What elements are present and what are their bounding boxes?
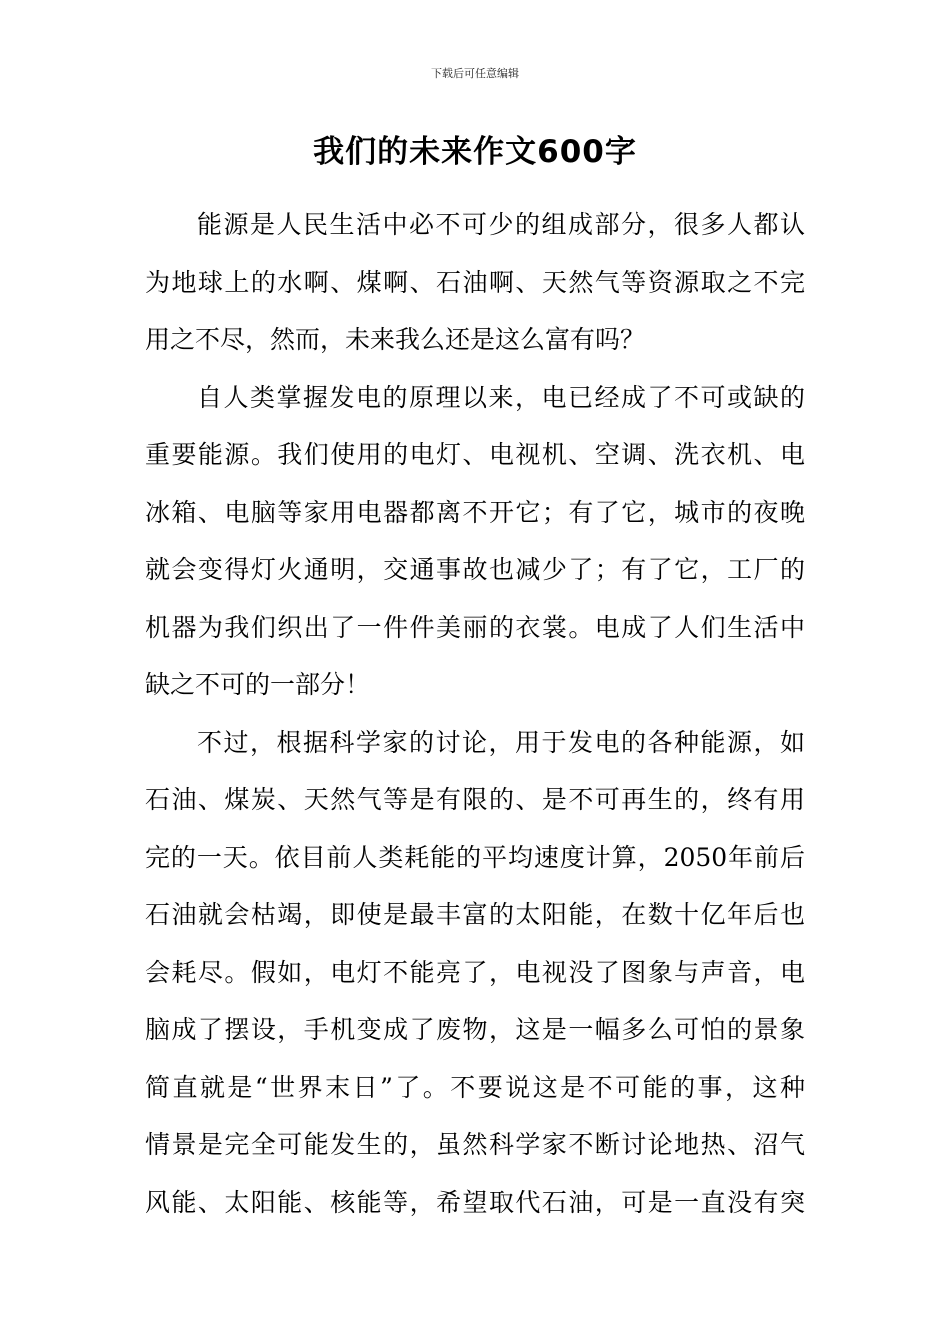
text-line: 为地球上的水啊、煤啊、石油啊、天然气等资源取之不完 xyxy=(145,267,805,297)
document-title: 我们的未来作文600字 xyxy=(313,134,637,170)
text-line: 能源是人民生活中必不可少的组成部分，很多人都认 xyxy=(197,210,805,239)
paragraph-3 xyxy=(145,714,805,1232)
text-line: 冰箱、电脑等家用电器都离不开它；有了它，城市的夜晚 xyxy=(145,497,805,527)
text-line: 石油就会枯竭，即使是最丰富的太阳能，在数十亿年后也 xyxy=(145,900,805,929)
text-line: 缺之不可的一部分！ xyxy=(145,670,371,699)
text-line: 脑成了摆设，手机变成了废物，这是一幅多么可怕的景象 xyxy=(145,1015,805,1044)
text-line: 机器为我们织出了一件件美丽的衣裳。电成了人们生活中 xyxy=(145,612,805,642)
text-line: 不过，根据科学家的讨论，用于发电的各种能源，如 xyxy=(197,727,805,757)
text-line: 情景是完全可能发生的，虽然科学家不断讨论地热、沼气 xyxy=(145,1130,805,1159)
text-line: 就会变得灯火通明，交通事故也减少了；有了它，工厂的 xyxy=(145,555,805,584)
text-line: 风能、太阳能、核能等，希望取代石油，可是一直没有突 xyxy=(145,1187,805,1217)
text-line: 重要能源。我们使用的电灯、电视机、空调、洗衣机、电 xyxy=(145,440,805,469)
text-line: 完的一天。依目前人类耗能的平均速度计算，2050年前后 xyxy=(145,842,805,872)
text-line: 石油、煤炭、天然气等是有限的、是不可再生的，终有用 xyxy=(145,785,805,814)
text-line: 会耗尽。假如，电灯不能亮了，电视没了图象与声音，电 xyxy=(145,957,805,987)
header-note: 下载后可任意编辑 xyxy=(431,67,519,80)
document-body xyxy=(145,196,805,1231)
paragraph-2 xyxy=(145,369,805,714)
text-line: 自人类掌握发电的原理以来，电已经成了不可或缺的 xyxy=(197,382,805,412)
text-line: 简直就是“世界末日”了。不要说这是不可能的事，这种 xyxy=(145,1072,805,1102)
paragraph-1 xyxy=(145,196,805,369)
text-line: 用之不尽，然而，未来我么还是这么富有吗？ xyxy=(145,325,646,354)
